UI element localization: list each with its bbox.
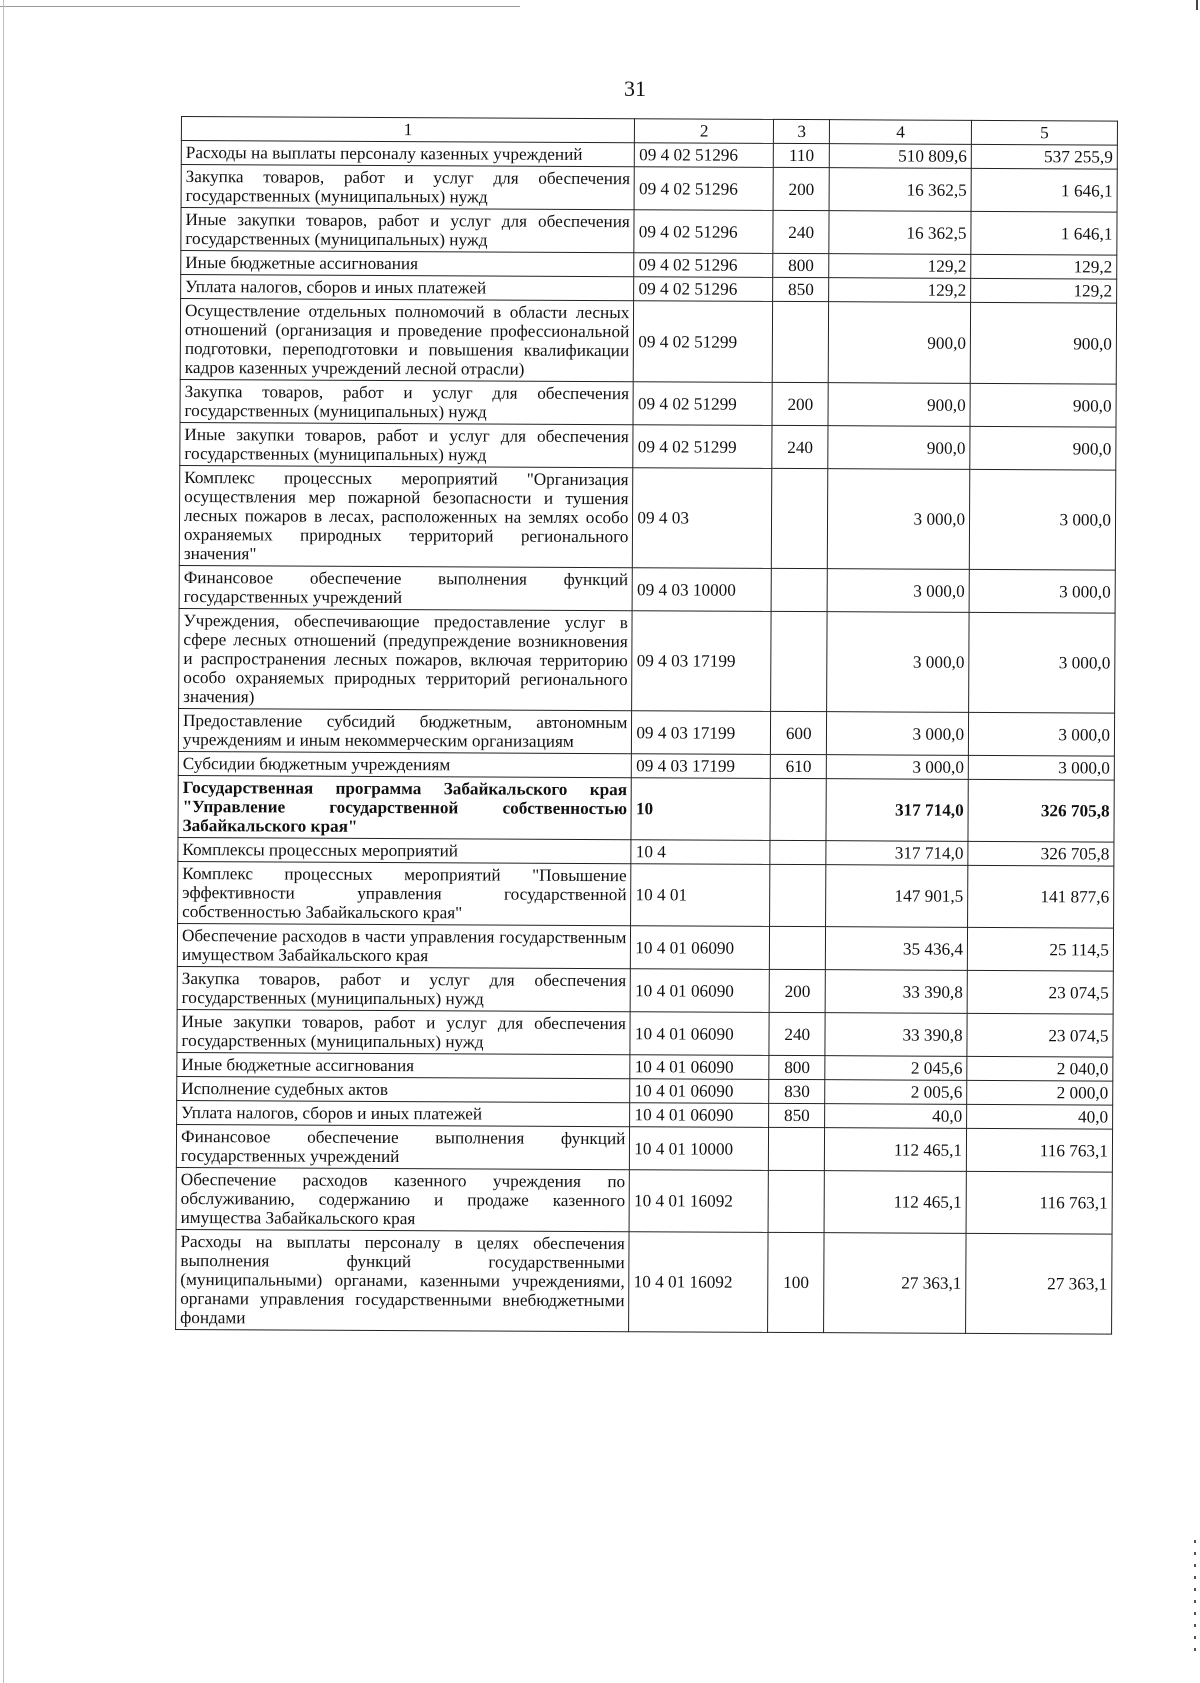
expense-type-cell: 610 <box>771 754 827 778</box>
budget-code-cell: 10 4 01 16092 <box>629 1232 768 1333</box>
column-header: 5 <box>971 120 1117 145</box>
budget-code-cell: 09 4 02 51296 <box>635 143 774 168</box>
amount-year1-cell: 112 465,1 <box>825 1128 967 1172</box>
table-row <box>181 208 1117 256</box>
row-name-cell: Закупка товаров, работ и услуг для обеспечения государственных (муниципальных) нужд <box>180 379 634 424</box>
amount-year1-cell: 2 005,6 <box>825 1080 967 1105</box>
table-row <box>177 1009 1113 1057</box>
row-name-cell: Обеспечение расходов казенного учреждения по обслуживанию, содержанию и продаже казенного имущества Забайкальского края <box>176 1167 630 1231</box>
table-row <box>178 861 1114 928</box>
column-header: 2 <box>635 119 774 144</box>
expense-type-cell <box>769 1127 825 1170</box>
budget-code-cell: 10 4 01 06090 <box>630 1103 769 1128</box>
row-name-cell: Иные закупки товаров, работ и услуг для обеспечения государственных (муниципальных) нужд <box>177 1009 631 1054</box>
budget-code-cell: 10 4 01 06090 <box>631 969 770 1013</box>
amount-year1-cell: 33 390,8 <box>825 970 967 1014</box>
budget-code-cell: 10 4 <box>631 840 770 865</box>
budget-code-cell: 10 4 01 06090 <box>630 1055 769 1080</box>
amount-year2-cell: 116 763,1 <box>966 1171 1112 1234</box>
expense-type-cell: 100 <box>768 1232 824 1332</box>
budget-code-cell: 09 4 02 51299 <box>633 425 772 469</box>
row-name-cell: Комплексы процессных мероприятий <box>178 837 631 863</box>
expense-type-cell: 850 <box>773 277 829 301</box>
scan-edge-line <box>0 6 520 7</box>
budget-code-cell: 10 4 01 06090 <box>630 1079 769 1104</box>
expense-type-cell: 200 <box>773 167 829 210</box>
amount-year1-cell: 16 362,5 <box>829 211 971 255</box>
column-header: 3 <box>774 119 830 143</box>
expense-type-cell: 110 <box>774 143 830 167</box>
row-name-cell: Комплекс процессных мероприятий "Повышение эффективности управления государственной собственностью Забайкальского края" <box>178 861 632 925</box>
amount-year1-cell: 33 390,8 <box>825 1013 967 1057</box>
amount-year2-cell: 2 040,0 <box>967 1056 1113 1081</box>
amount-year1-cell: 3 000,0 <box>827 569 969 613</box>
amount-year1-cell: 27 363,1 <box>824 1233 966 1334</box>
amount-year2-cell: 25 114,5 <box>967 927 1113 971</box>
amount-year1-cell: 112 465,1 <box>824 1171 966 1234</box>
amount-year1-cell: 317 714,0 <box>826 779 968 842</box>
amount-year2-cell: 116 763,1 <box>966 1128 1112 1172</box>
amount-year1-cell: 317 714,0 <box>826 841 968 866</box>
scan-mark <box>1196 0 1198 10</box>
amount-year1-cell: 900,0 <box>828 302 970 384</box>
table-row <box>178 708 1114 756</box>
amount-year1-cell: 3 000,0 <box>827 712 969 756</box>
amount-year2-cell: 900,0 <box>970 302 1116 384</box>
row-name-cell: Иные закупки товаров, работ и услуг для обеспечения государственных (муниципальных) нужд <box>181 208 635 253</box>
amount-year2-cell: 129,2 <box>971 254 1117 279</box>
expense-type-cell: 240 <box>773 210 829 253</box>
budget-code-cell: 10 4 01 06090 <box>630 1012 769 1056</box>
expense-type-cell: 240 <box>772 425 828 468</box>
amount-year1-cell: 40,0 <box>825 1104 967 1129</box>
amount-year1-cell: 129,2 <box>829 254 971 279</box>
row-name-cell: Закупка товаров, работ и услуг для обеспечения государственных (муниципальных) нужд <box>181 165 635 210</box>
table-row <box>179 465 1115 570</box>
budget-code-cell: 09 4 03 <box>633 468 772 569</box>
amount-year1-cell: 16 362,5 <box>829 168 971 212</box>
amount-year2-cell: 1 646,1 <box>971 211 1117 255</box>
row-name-cell: Исполнение судебных актов <box>177 1076 630 1102</box>
scan-edge-line <box>3 0 4 1683</box>
row-name-cell: Уплата налогов, сборов и иных платежей <box>177 1100 630 1126</box>
row-name-cell: Финансовое обеспечение выполнения функций государственных учреждений <box>176 1124 630 1169</box>
amount-year2-cell: 3 000,0 <box>969 569 1115 613</box>
row-name-cell: Предоставление субсидий бюджетным, автономным учреждениям и иным некоммерческим организациям <box>178 708 632 753</box>
amount-year1-cell: 3 000,0 <box>827 612 969 713</box>
amount-year1-cell: 129,2 <box>829 278 971 303</box>
row-name-cell: Расходы на выплаты персоналу казенных учреждений <box>181 141 634 167</box>
budget-code-cell: 09 4 03 17199 <box>632 711 771 755</box>
table-row <box>181 165 1117 213</box>
amount-year2-cell: 23 074,5 <box>967 970 1113 1014</box>
expense-type-cell: 800 <box>773 253 829 277</box>
amount-year2-cell: 129,2 <box>971 278 1117 303</box>
row-name-cell: Учреждения, обеспечивающие предоставление услуг в сфере лесных отношений (предупреждение возникновения и распространения лесных пожаров, включая территорию особо охраняемых природных территорий регионального значения) <box>179 608 633 710</box>
amount-year2-cell: 2 000,0 <box>967 1080 1113 1105</box>
budget-code-cell: 09 4 02 51299 <box>634 301 773 383</box>
budget-code-cell: 09 4 02 51296 <box>634 210 773 254</box>
budget-code-cell: 09 4 02 51296 <box>634 167 773 211</box>
table-row <box>176 1167 1112 1234</box>
budget-code-cell: 10 4 01 06090 <box>631 926 770 970</box>
amount-year2-cell: 900,0 <box>970 383 1116 427</box>
amount-year1-cell: 510 809,6 <box>830 144 972 169</box>
budget-code-cell: 10 <box>631 778 770 841</box>
row-name-cell: Обеспечение расходов в части управления государственным имуществом Забайкальского края <box>177 923 631 968</box>
amount-year1-cell: 900,0 <box>828 383 970 427</box>
amount-year2-cell: 27 363,1 <box>966 1233 1112 1334</box>
column-header: 1 <box>181 117 634 143</box>
amount-year1-cell: 3 000,0 <box>828 469 970 570</box>
amount-year2-cell: 1 646,1 <box>971 168 1117 212</box>
row-name-cell: Иные бюджетные ассигнования <box>181 251 634 277</box>
expense-type-cell <box>770 840 826 864</box>
expense-type-cell: 600 <box>771 711 827 754</box>
expense-type-cell: 240 <box>769 1012 825 1055</box>
amount-year2-cell: 3 000,0 <box>968 755 1114 780</box>
table-row <box>180 299 1116 385</box>
amount-year2-cell: 3 000,0 <box>969 612 1115 713</box>
amount-year2-cell: 23 074,5 <box>967 1013 1113 1057</box>
row-name-cell: Субсидии бюджетным учреждениям <box>178 751 631 777</box>
budget-code-cell: 09 4 03 10000 <box>632 568 771 612</box>
row-name-cell: Финансовое обеспечение выполнения функций государственных учреждений <box>179 565 633 610</box>
table-body <box>176 141 1118 1335</box>
table-row <box>177 923 1113 971</box>
amount-year2-cell: 537 255,9 <box>971 144 1117 169</box>
budget-code-cell: 09 4 02 51296 <box>634 277 773 302</box>
expense-type-cell <box>768 1170 824 1232</box>
expense-type-cell: 850 <box>769 1103 825 1127</box>
expense-type-cell <box>772 468 828 568</box>
row-name-cell: Комплекс процессных мероприятий "Организация осуществления мер пожарной безопасности и тушения лесных пожаров в лесах, расположенных на землях особо охраняемых природных территорий регионального значения" <box>179 465 633 567</box>
amount-year1-cell: 3 000,0 <box>827 755 969 780</box>
budget-table <box>175 116 1118 1335</box>
budget-code-cell: 09 4 03 17199 <box>632 754 771 779</box>
table-row <box>178 775 1114 842</box>
amount-year1-cell: 2 045,6 <box>825 1056 967 1081</box>
amount-year1-cell: 35 436,4 <box>826 927 968 971</box>
expense-type-cell: 830 <box>769 1079 825 1103</box>
expense-type-cell <box>771 611 827 711</box>
table-row <box>177 966 1113 1014</box>
budget-code-cell: 09 4 02 51299 <box>633 382 772 426</box>
expense-type-cell <box>771 568 827 611</box>
budget-code-cell: 09 4 03 17199 <box>632 611 771 712</box>
amount-year1-cell: 900,0 <box>828 426 970 470</box>
budget-code-cell: 10 4 01 <box>631 864 770 927</box>
table-row <box>176 1229 1112 1334</box>
table-row <box>179 565 1115 613</box>
row-name-cell: Осуществление отдельных полномочий в области лесных отношений (организация и проведение профессиональной подготовки, переподготовки и повышения квалификации кадров казенных учреждений лесной отрасли) <box>180 299 634 382</box>
expense-type-cell: 200 <box>769 969 825 1012</box>
table-row <box>180 422 1116 470</box>
column-header: 4 <box>830 120 972 145</box>
expense-type-cell: 800 <box>769 1055 825 1079</box>
expense-type-cell: 200 <box>772 382 828 425</box>
amount-year2-cell: 141 877,6 <box>968 865 1114 928</box>
amount-year2-cell: 3 000,0 <box>968 712 1114 756</box>
budget-code-cell: 10 4 01 16092 <box>629 1170 768 1233</box>
amount-year2-cell: 326 705,8 <box>968 841 1114 866</box>
amount-year2-cell: 326 705,8 <box>968 779 1114 842</box>
table-row <box>179 608 1115 713</box>
table-row <box>180 379 1116 427</box>
amount-year1-cell: 147 901,5 <box>826 865 968 928</box>
row-name-cell: Расходы на выплаты персоналу в целях обеспечения выполнения функций государственными (муниципальными) органами, казенными учреждениями, органами управления государственными внебюджетными фондами <box>176 1229 630 1331</box>
row-name-cell: Закупка товаров, работ и услуг для обеспечения государственных (муниципальных) нужд <box>177 966 631 1011</box>
budget-code-cell: 09 4 02 51296 <box>634 253 773 278</box>
amount-year2-cell: 3 000,0 <box>969 469 1115 570</box>
expense-type-cell <box>770 778 826 840</box>
expense-type-cell <box>770 864 826 926</box>
expense-type-cell <box>770 926 826 969</box>
scan-mark <box>1194 1540 1196 1660</box>
row-name-cell: Государственная программа Забайкальского края "Управление государственной собственностью Забайкальского края" <box>178 775 632 839</box>
page-number: 31 <box>624 76 646 101</box>
amount-year2-cell: 900,0 <box>970 426 1116 470</box>
row-name-cell: Уплата налогов, сборов и иных платежей <box>181 275 634 301</box>
amount-year2-cell: 40,0 <box>967 1104 1113 1129</box>
row-name-cell: Иные закупки товаров, работ и услуг для обеспечения государственных (муниципальных) нужд <box>180 422 634 467</box>
budget-code-cell: 10 4 01 10000 <box>630 1127 769 1171</box>
row-name-cell: Иные бюджетные ассигнования <box>177 1052 630 1078</box>
expense-type-cell <box>773 301 829 382</box>
table-row <box>176 1124 1112 1172</box>
